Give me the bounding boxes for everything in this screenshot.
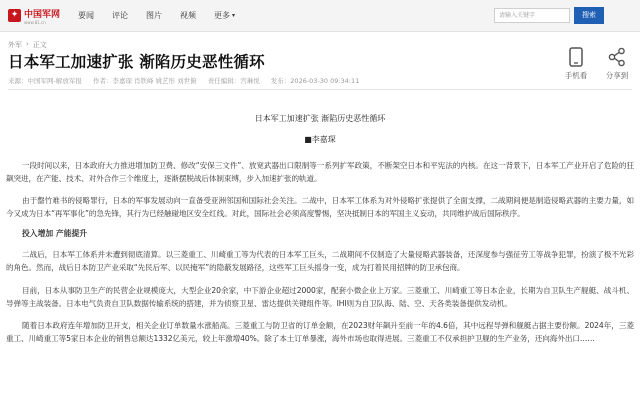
- meta-source: 来源：中国军网-解放军报: [8, 77, 82, 85]
- share-label: 分享到: [605, 71, 629, 80]
- share-button[interactable]: [597, 47, 637, 81]
- top-navigation-bar: [0, 0, 640, 32]
- logo-text: 中国军网: [24, 10, 61, 20]
- logo-url: www.81.cn: [24, 20, 46, 25]
- meta-time: 发布：2026-03-30 09:34:11: [270, 77, 360, 85]
- article-paragraph: 二战后，日本军工体系并未遭到彻底清算。以三菱重工、川崎重工等为代表的日本军工巨头，二战期间不仅制造了大量侵略武器装备，还深度参与强征劳工等战争犯罪，扮演了极不光彩的角色。然而，战后日本防卫产业采取“先民后军、以民掩军”的隐蔽发展路径，这些军工巨头摇身一变，成为打着民用招牌的防卫承包商。: [6, 250, 634, 273]
- nav-item-comment[interactable]: 评论: [112, 11, 128, 20]
- nav-item-news[interactable]: 要闻: [78, 11, 94, 20]
- article-inner-title: 日本军工加速扩张 渐陷历史恶性循环: [254, 114, 386, 123]
- nav-item-more[interactable]: [214, 10, 235, 21]
- search-button[interactable]: 搜索: [574, 7, 604, 24]
- nav-item-pictures[interactable]: 图片: [146, 11, 162, 20]
- logo-mark-icon: ✦: [8, 9, 21, 22]
- article-meta: [8, 76, 368, 85]
- main-nav: [78, 10, 253, 21]
- share-icon: [608, 47, 626, 67]
- section-heading: 投入增加 产能提升: [22, 229, 88, 239]
- meta-editor: 责任编辑：宫琳悦: [207, 77, 260, 85]
- page-title: 日本军工加速扩张 渐陷历史恶性循环: [8, 53, 265, 71]
- article-byline: ■李嘉琛: [304, 135, 336, 144]
- mobile-phone-icon: [569, 47, 583, 67]
- breadcrumb-current: 正文: [32, 41, 47, 49]
- breadcrumb-separator: ›: [26, 40, 29, 48]
- breadcrumb: [8, 40, 47, 50]
- header-divider: [8, 89, 632, 90]
- chevron-down-icon: ▾: [232, 12, 236, 19]
- nav-more-label: 更多: [214, 11, 230, 20]
- article-paragraph: 随着日本政府连年增加防卫开支，相关企业订单数量水涨船高。三菱重工与防卫省的订单金额，在2023财年飙升至前一年的4.6倍，其中远程导弹和舰艇占据主要份额。2024年，三菱重工、川崎重工等5家日本企业的销售总额达1332亿美元，较上年激增40%。除了本土订单暴涨，海外市场也取得进展。三菱重工不仅承担护卫舰的生产业务，还向海外出口……: [6, 320, 634, 343]
- breadcrumb-foreign-military[interactable]: 外军: [8, 41, 22, 49]
- article-paragraph: 一段时间以来，日本政府大力推进增加防卫费、修改“安保三文件”、放宽武器出口限制等一系列扩军政策，不断架空日本和平宪法的内核。在这一背景下，日本军工产业开启了危险的狂飙突进，在产能、技术、对外合作三个维度上，逐渐摆脱战后体制束缚，步入加速扩张的轨道。: [6, 161, 634, 184]
- meta-author: 作者：李嘉琛 肖铁峰 姚艺彤 刘世俯: [92, 77, 197, 85]
- nav-item-video[interactable]: 视频: [180, 11, 196, 20]
- article-paragraph: 由于罄竹难书的侵略罪行，日本的军事发展动向一直备受亚洲邻国和国际社会关注。二战中，日本军工体系为对外侵略扩张提供了全面支撑，二战期间便是制造侵略武器的主要力量，如今又成为日本“再军事化”的急先锋，其行为已经触碰地区安全红线。对此，国际社会必须高度警惕，坚决抵制日本的军国主义妄动，共同维护战后国际秩序。: [6, 196, 634, 219]
- search-input[interactable]: [494, 8, 570, 23]
- mobile-view-label: 手机看: [564, 71, 588, 80]
- article-body: [6, 96, 634, 345]
- article-paragraph: 目前，日本从事防卫生产的民营企业规模庞大，大型企业20余家，中下游企业超过2000家，配套小微企业上万家。三菱重工、川崎重工等日本企业，长期为自卫队生产舰艇、战斗机、导弹等主战装备。日本电气负责自卫队数据传输系统的搭建，并为侦察卫星、雷达提供关键组件等。IHI则为自卫队海、陆、空、天各类装备提供发动机。: [6, 285, 634, 308]
- mobile-view-button[interactable]: [556, 47, 596, 81]
